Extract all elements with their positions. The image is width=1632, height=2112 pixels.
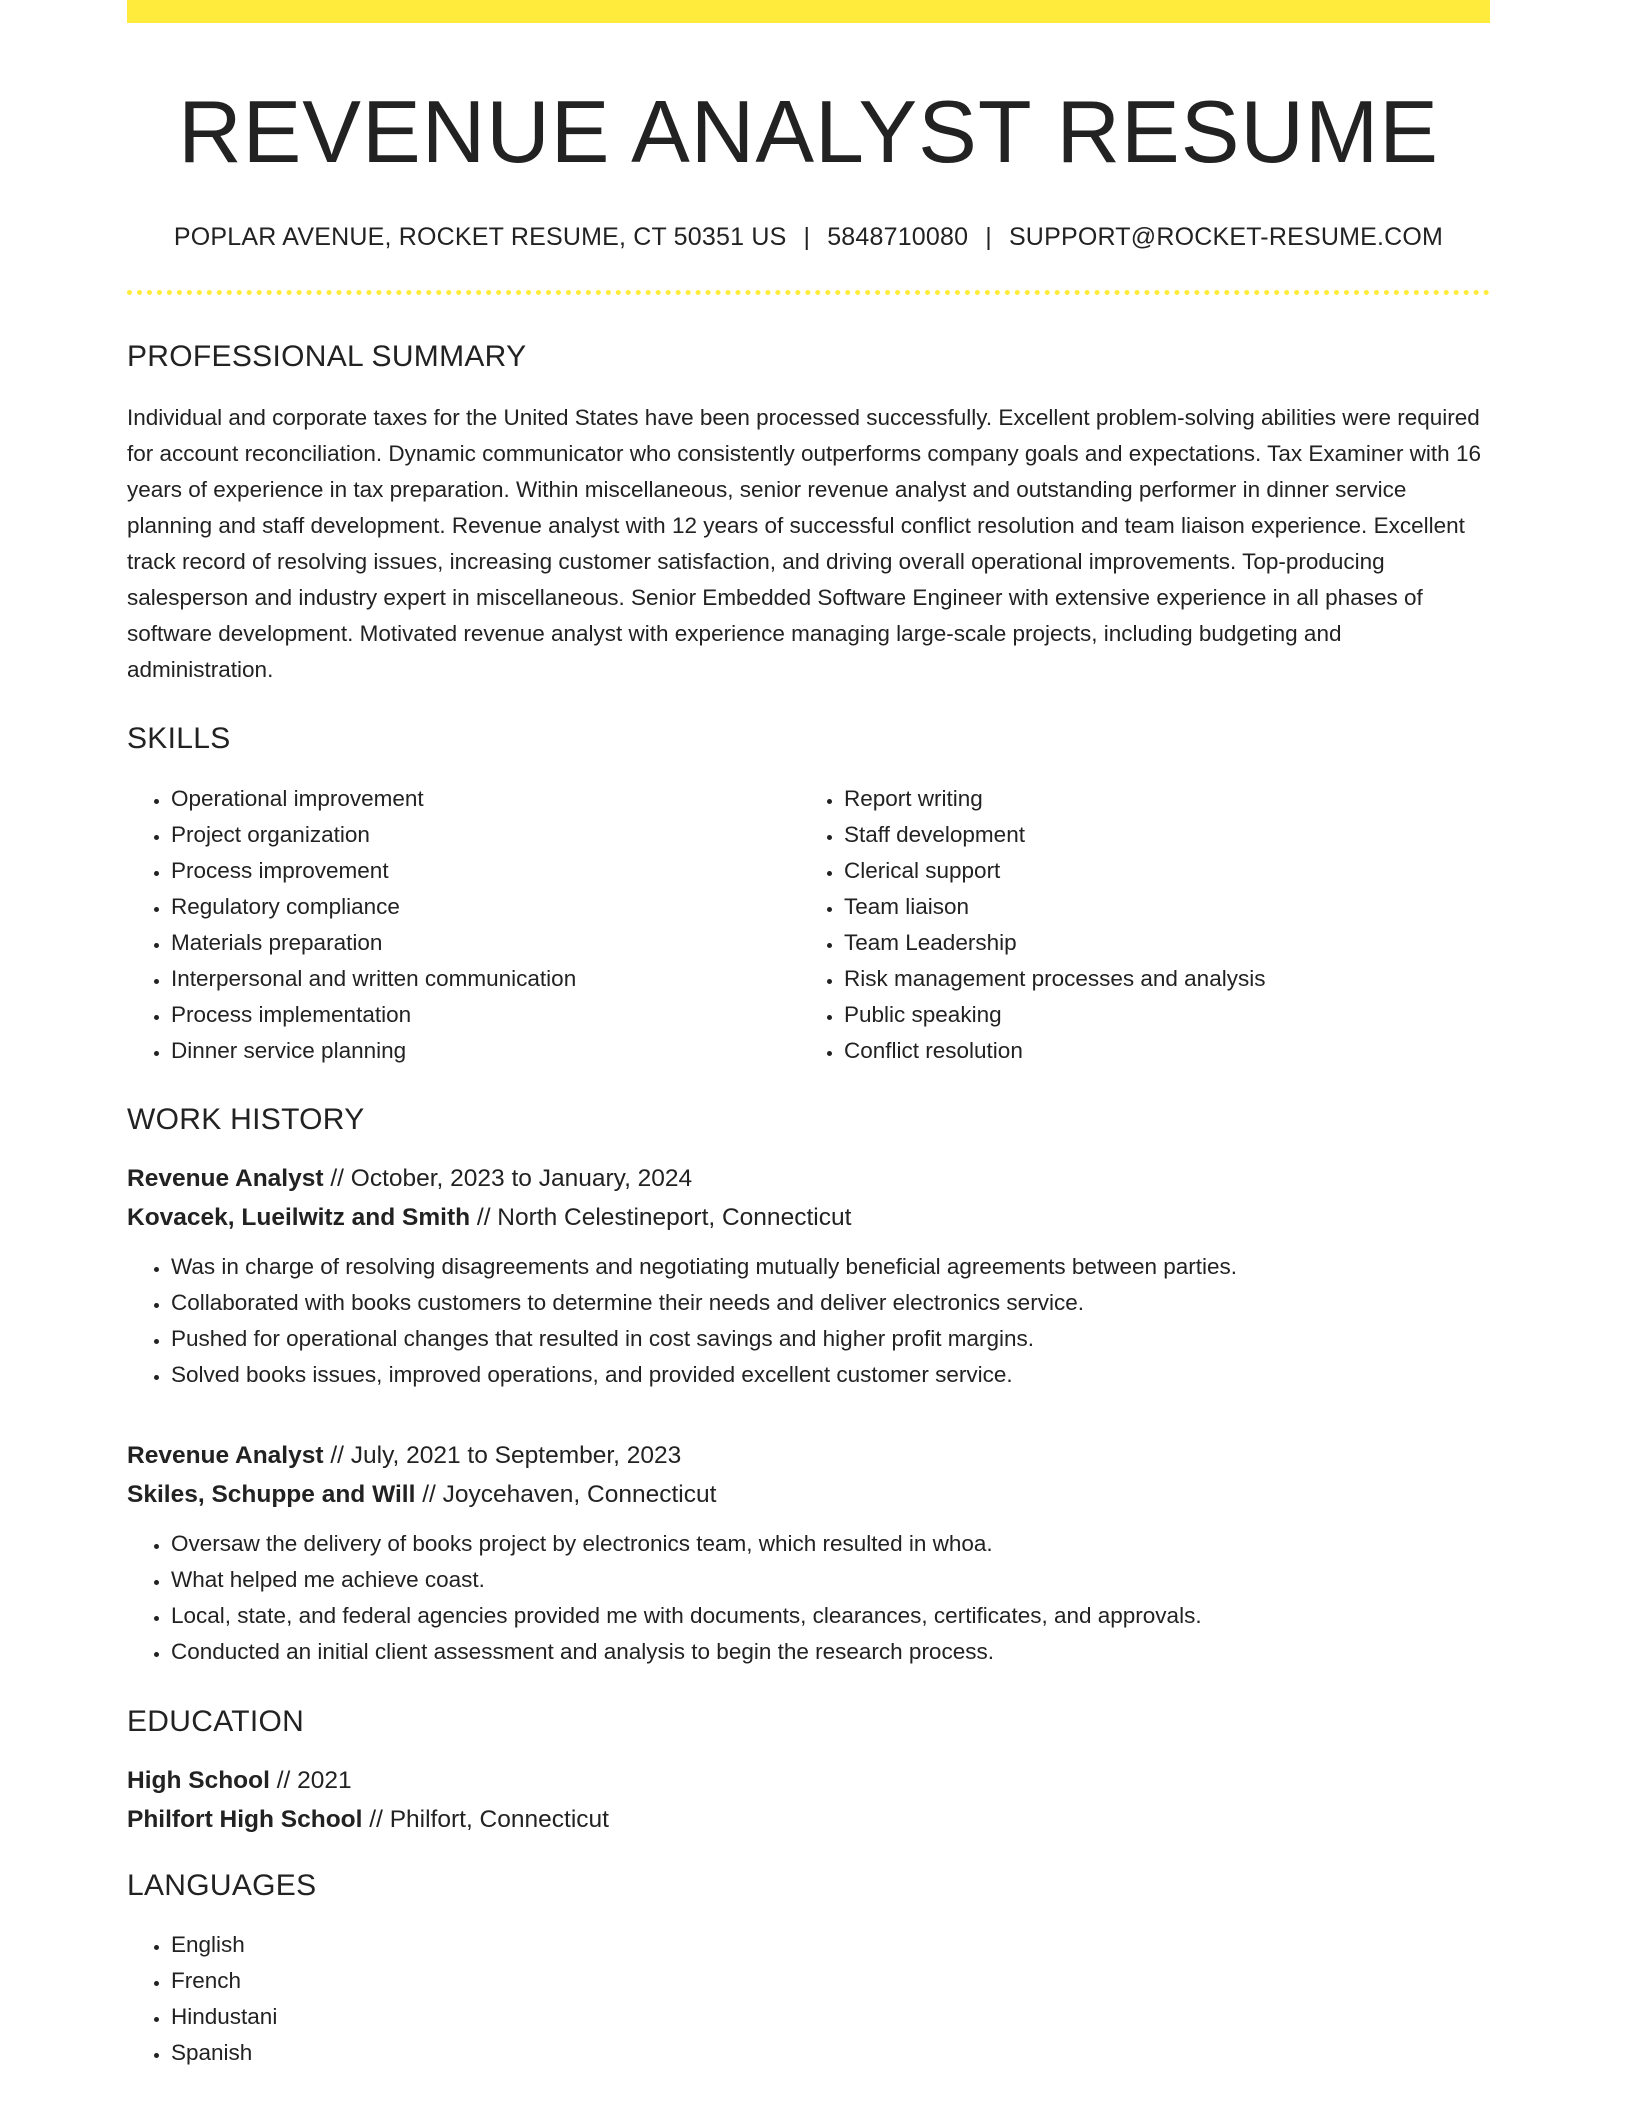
- skill-item: • Operational improvement: [171, 781, 800, 817]
- summary-heading: PROFESSIONAL SUMMARY: [127, 339, 527, 373]
- skill-item: • Materials preparation: [171, 925, 800, 961]
- skill-item: • Report writing: [844, 781, 1490, 817]
- skill-item: • Clerical support: [844, 853, 1490, 889]
- skill-item: • Public speaking: [844, 997, 1490, 1033]
- job-role: Revenue Analyst: [127, 1164, 324, 1192]
- summary-text: Individual and corporate taxes for the United States have been processed successfully. Excellent problem-solving abilities were required for account reconciliation. Dynamic communicator who consistently outperforms company goals and expectations. Tax Examiner with 16 years of experience in tax preparation. Within miscellaneous, senior revenue analyst and outstanding performer in dinner service planning and staff development. Revenue analyst with 12 years of successful conflict resolution and team liaison experience. Excellent track record of resolving issues, increasing customer satisfaction, and driving overall operational improvements. Top-producing salesperson and industry expert in miscellaneous. Senior Embedded Software Engineer with extensive experience in all phases of software development. Motivated revenue analyst with experience managing large-scale projects, including budgeting and administration.: [127, 404, 1481, 682]
- skill-item: • Risk management processes and analysis: [844, 961, 1490, 997]
- job-company: Skiles, Schuppe and Will: [127, 1480, 416, 1508]
- resume-page: [127, 0, 1490, 2071]
- education-degree: High School: [127, 1766, 270, 1794]
- job-company-line: [127, 1198, 1490, 1237]
- job-duty: • Collaborated with books customers to determine their needs and deliver electronics service.: [171, 1285, 1490, 1321]
- language-item: • French: [171, 1963, 1490, 1999]
- job-entry: [127, 1436, 1490, 1670]
- skill-item: • Process improvement: [171, 853, 800, 889]
- skills-columns: [127, 781, 1490, 1069]
- skill-item: • Conflict resolution: [844, 1033, 1490, 1069]
- contact-address: POPLAR AVENUE, ROCKET RESUME, CT 50351 US: [173, 222, 787, 251]
- skill-item: • Dinner service planning: [171, 1033, 800, 1069]
- work-history-heading: WORK HISTORY: [127, 1102, 365, 1136]
- contact-phone: 5848710080: [827, 222, 969, 251]
- resume-title: REVENUE ANALYST RESUME: [178, 82, 1439, 181]
- language-item: • English: [171, 1927, 1490, 1963]
- job-company-line: [127, 1475, 1490, 1514]
- education-school-line: [127, 1800, 1490, 1839]
- job-location: // Joycehaven, Connecticut: [415, 1480, 717, 1508]
- contact-line: [127, 223, 1490, 252]
- job-duties: [127, 1526, 1490, 1670]
- job-duties: [127, 1249, 1490, 1393]
- job-duty: • Was in charge of resolving disagreements and negotiating mutually beneficial agreements between parties.: [171, 1249, 1490, 1285]
- skills-heading: SKILLS: [127, 721, 231, 755]
- contact-separator: |: [803, 222, 811, 251]
- education-entry: [127, 1761, 1490, 1839]
- job-duty: • Pushed for operational changes that resulted in cost savings and higher profit margins.: [171, 1321, 1490, 1357]
- education-degree-line: [127, 1761, 1490, 1800]
- job-location: // North Celestineport, Connecticut: [470, 1203, 852, 1231]
- job-company: Kovacek, Lueilwitz and Smith: [127, 1203, 471, 1231]
- job-duty: • Local, state, and federal agencies provided me with documents, clearances, certificates, and approvals.: [171, 1598, 1490, 1634]
- contact-email: SUPPORT@ROCKET-RESUME.COM: [1008, 222, 1444, 251]
- job-role: Revenue Analyst: [127, 1441, 324, 1469]
- education-year: // 2021: [269, 1766, 352, 1794]
- education-school: Philfort High School: [127, 1805, 363, 1833]
- accent-bar: [127, 0, 1490, 23]
- skill-item: • Process implementation: [171, 997, 800, 1033]
- job-dates: // October, 2023 to January, 2024: [323, 1164, 693, 1192]
- education-location: // Philfort, Connecticut: [362, 1805, 609, 1833]
- job-role-line: [127, 1159, 1490, 1198]
- skill-item: • Interpersonal and written communication: [171, 961, 800, 997]
- skill-item: • Staff development: [844, 817, 1490, 853]
- job-entry: [127, 1159, 1490, 1393]
- job-duty: • Oversaw the delivery of books project by electronics team, which resulted in whoa.: [171, 1526, 1490, 1562]
- job-dates: // July, 2021 to September, 2023: [323, 1441, 682, 1469]
- skill-item: • Project organization: [171, 817, 800, 853]
- dotted-divider: [127, 290, 1490, 295]
- education-heading: EDUCATION: [127, 1704, 305, 1738]
- skills-list-left: [127, 781, 800, 1069]
- skills-list-right: [800, 781, 1490, 1069]
- languages-list: [127, 1927, 1490, 2071]
- skill-item: • Team Leadership: [844, 925, 1490, 961]
- job-duty: • Solved books issues, improved operations, and provided excellent customer service.: [171, 1357, 1490, 1393]
- job-duty: • Conducted an initial client assessment and analysis to begin the research process.: [171, 1634, 1490, 1670]
- job-duty: • What helped me achieve coast.: [171, 1562, 1490, 1598]
- language-item: • Spanish: [171, 2035, 1490, 2071]
- job-role-line: [127, 1436, 1490, 1475]
- language-item: • Hindustani: [171, 1999, 1490, 2035]
- languages-heading: LANGUAGES: [127, 1868, 317, 1902]
- contact-separator: |: [985, 222, 992, 251]
- skill-item: • Team liaison: [844, 889, 1490, 925]
- skill-item: • Regulatory compliance: [171, 889, 800, 925]
